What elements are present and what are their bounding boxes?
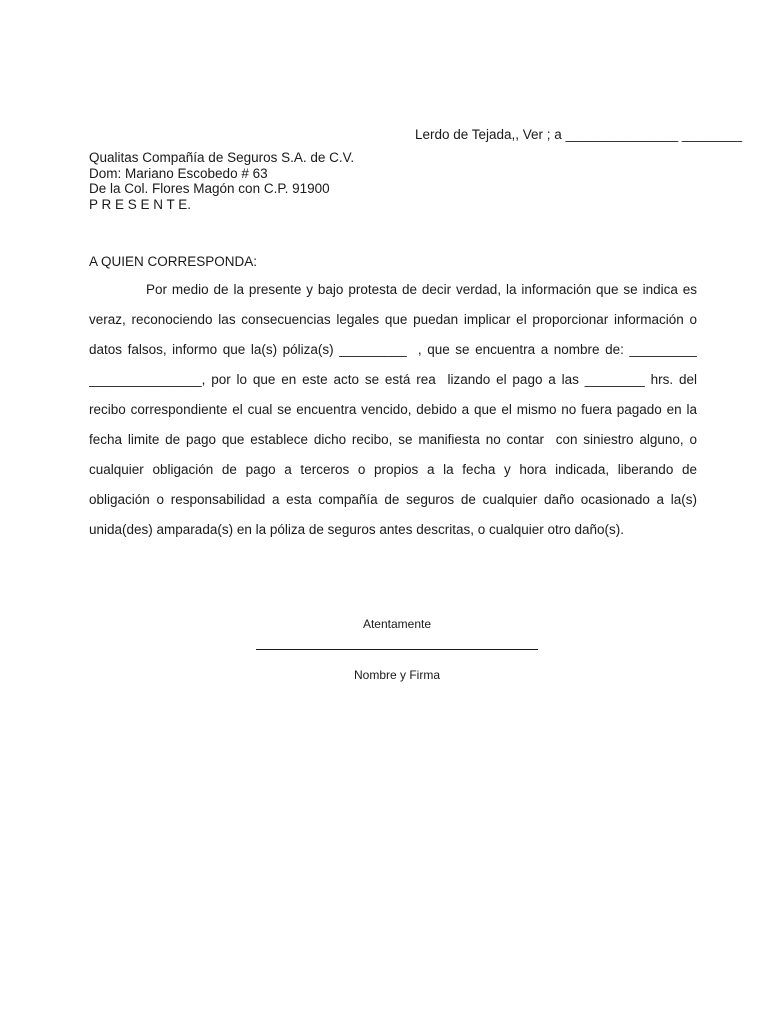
body-line: veraz, reconociendo las consecuencias legales que puedan implicar el proporcionar información o [89, 312, 697, 327]
body-line: obligación o responsabilidad a esta compañía de seguros de cualquier daño ocasionado a la(s) [89, 492, 697, 507]
body-line: unida(des) amparada(s) en la póliza de seguros antes descritas, o cualquier otro daño(s). [89, 522, 625, 537]
addressee-company: Qualitas Compañía de Seguros S.A. de C.V. [89, 150, 355, 165]
greeting: A QUIEN CORRESPONDA: [89, 254, 258, 269]
addressee-street: Dom: Mariano Escobedo # 63 [89, 165, 268, 181]
closing-block [256, 617, 538, 682]
addressee-presente: P R E S E N T E. [89, 196, 192, 212]
letter-body [89, 275, 697, 545]
closing-label: Atentamente [362, 617, 432, 631]
body-line: _______________, por lo que en este acto se está rea lizando el pago a las ________ hrs. del [89, 372, 697, 387]
body-line: cualquier obligación de pago a terceros o propios a la fecha y hora indicada, liberando de [89, 462, 697, 477]
signature-caption: Nombre y Firma [353, 668, 440, 682]
body-line: Por medio de la presente y bajo protesta de decir verdad, la información que se indica es [146, 282, 697, 297]
body-line: recibo correspondiente el cual se encuentra vencido, debido a que el mismo no fuera pagado en la [89, 402, 697, 417]
body-line: fecha limite de pago que establece dicho recibo, se manifiesta no contar con siniestro alguno, o [89, 432, 697, 447]
dateline: Lerdo de Tejada,, Ver ; a _______________ ________ [414, 127, 742, 142]
signature-line [256, 649, 538, 650]
addressee-block [89, 150, 354, 212]
body-line: datos falsos, informo que la(s) póliza(s) _________ , que se encuentra a nombre de: _________ [89, 342, 697, 357]
addressee-colony: De la Col. Flores Magón con C.P. 91900 [89, 181, 330, 196]
